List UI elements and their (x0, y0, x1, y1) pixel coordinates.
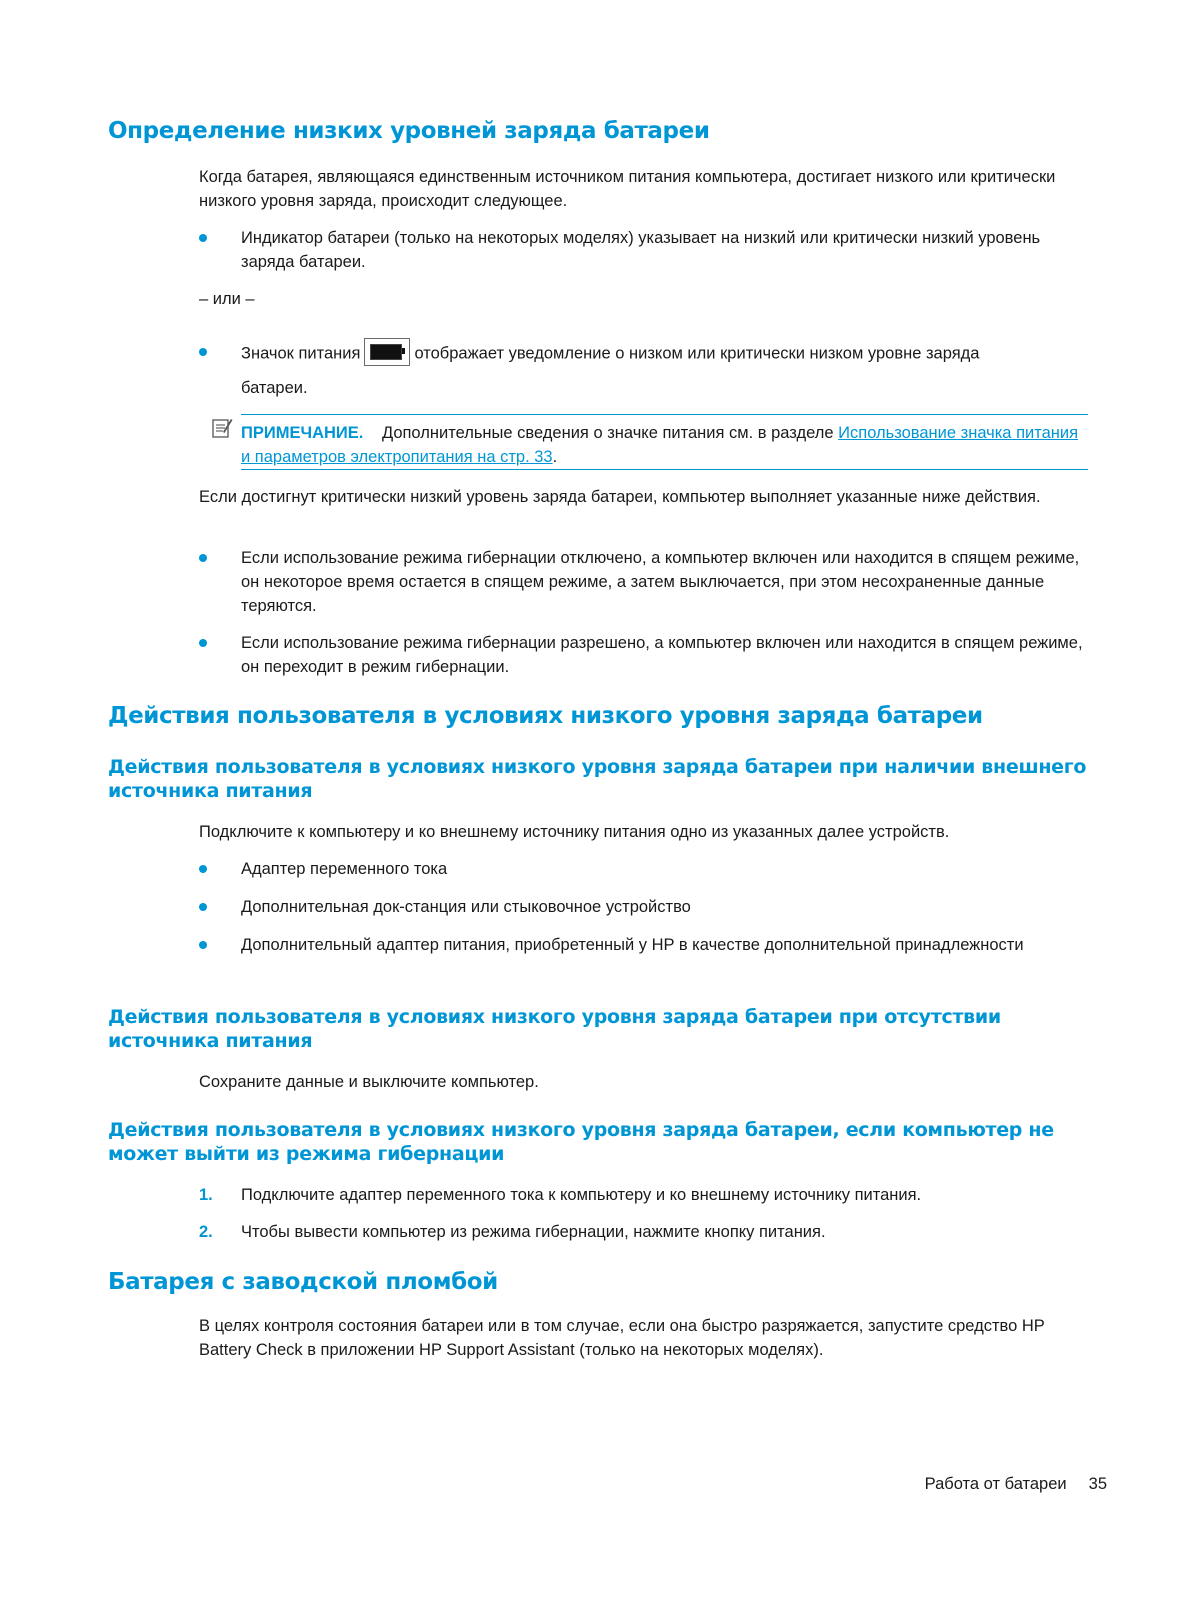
footer-title: Работа от батареи (924, 1475, 1067, 1493)
bullet-icon (199, 941, 207, 949)
step-number: 2. (199, 1223, 213, 1241)
list-item-text: Подключите адаптер переменного тока к компьютеру и ко внешнему источнику питания. (241, 1186, 922, 1204)
power-icon-description: отображает уведомление о низком или критически низком уровне заряда (414, 344, 980, 363)
power-icon-label: Значок питания (241, 344, 361, 363)
subsection-heading-hibernation: Действия пользователя в условиях низкого уровня заряда батареи, если компьютер не может выйти из режима гибернации (108, 1119, 1054, 1165)
note-top-rule (241, 414, 1088, 415)
section-heading-factory-sealed: Батарея с заводской пломбой (108, 1269, 498, 1295)
list-item-text: Если использование режима гибернации отключено, а компьютер включен или находится в спящем режиме, он некоторое время остается в спящем режиме, а затем выключается, при этом несохраненные данные теряются. (241, 549, 1080, 615)
bullet-icon (199, 234, 207, 242)
external-power-intro: Подключите к компьютеру и ко внешнему источнику питания одно из указанных далее устройств. (199, 823, 950, 841)
subsection-heading-external-power: Действия пользователя в условиях низкого уровня заряда батареи при наличии внешнего источника питания (108, 756, 1087, 802)
factory-sealed-text: В целях контроля состояния батареи или в том случае, если она быстро разряжается, запустите средство HP Battery Check в приложении HP Support Assistant (только на некоторых моделях). (199, 1317, 1045, 1359)
note-bottom-rule (241, 469, 1088, 470)
note-link[interactable]: Использование значка питания и параметров электропитания на стр. 33 (241, 424, 1079, 466)
page-number: 35 (1088, 1475, 1107, 1493)
bullet-icon (199, 865, 207, 873)
note-body: Дополнительные сведения о значке питания см. в разделе (381, 424, 834, 442)
subsection-heading-no-power: Действия пользователя в условиях низкого уровня заряда батареи при отсутствии источника питания (108, 1006, 1001, 1052)
note-icon (211, 417, 233, 439)
no-power-text: Сохраните данные и выключите компьютер. (199, 1073, 539, 1091)
list-item-text: Адаптер переменного тока (241, 860, 448, 878)
section-heading-user-actions: Действия пользователя в условиях низкого уровня заряда батареи (108, 703, 983, 729)
list-item-continuation: батареи. (241, 379, 308, 397)
note-text (241, 421, 1091, 469)
note-end: . (552, 448, 558, 466)
list-item-text: Чтобы вывести компьютер из режима гибернации, нажмите кнопку питания. (241, 1223, 826, 1241)
list-item-text: Дополнительная док-станция или стыковочное устройство (241, 898, 691, 916)
or-separator: – или – (199, 290, 255, 308)
bullet-icon (199, 554, 207, 562)
bullet-icon (199, 903, 207, 911)
intro-paragraph: Когда батарея, являющаяся единственным источником питания компьютера, достигает низкого или критически низкого уровня заряда, происходит следующее. (199, 168, 1056, 210)
list-item-text (241, 340, 1089, 368)
section-heading-low-battery: Определение низких уровней заряда батареи (108, 118, 710, 144)
step-number: 1. (199, 1186, 213, 1204)
bullet-icon (199, 348, 207, 356)
list-item-text: Если использование режима гибернации разрешено, а компьютер включен или находится в спящем режиме, он переходит в режим гибернации. (241, 634, 1083, 676)
page-footer (925, 1472, 1107, 1496)
list-item-text: Дополнительный адаптер питания, приобретенный у HP в качестве дополнительной принадлежности (241, 936, 1024, 954)
note-label: ПРИМЕЧАНИЕ. (241, 424, 364, 442)
critical-intro-paragraph: Если достигнут критически низкий уровень заряда батареи, компьютер выполняет указанные ниже действия. (199, 488, 1041, 506)
list-item-text: Индикатор батареи (только на некоторых моделях) указывает на низкий или критически низкий уровень заряда батареи. (241, 229, 1041, 271)
battery-icon (364, 338, 410, 366)
bullet-icon (199, 639, 207, 647)
